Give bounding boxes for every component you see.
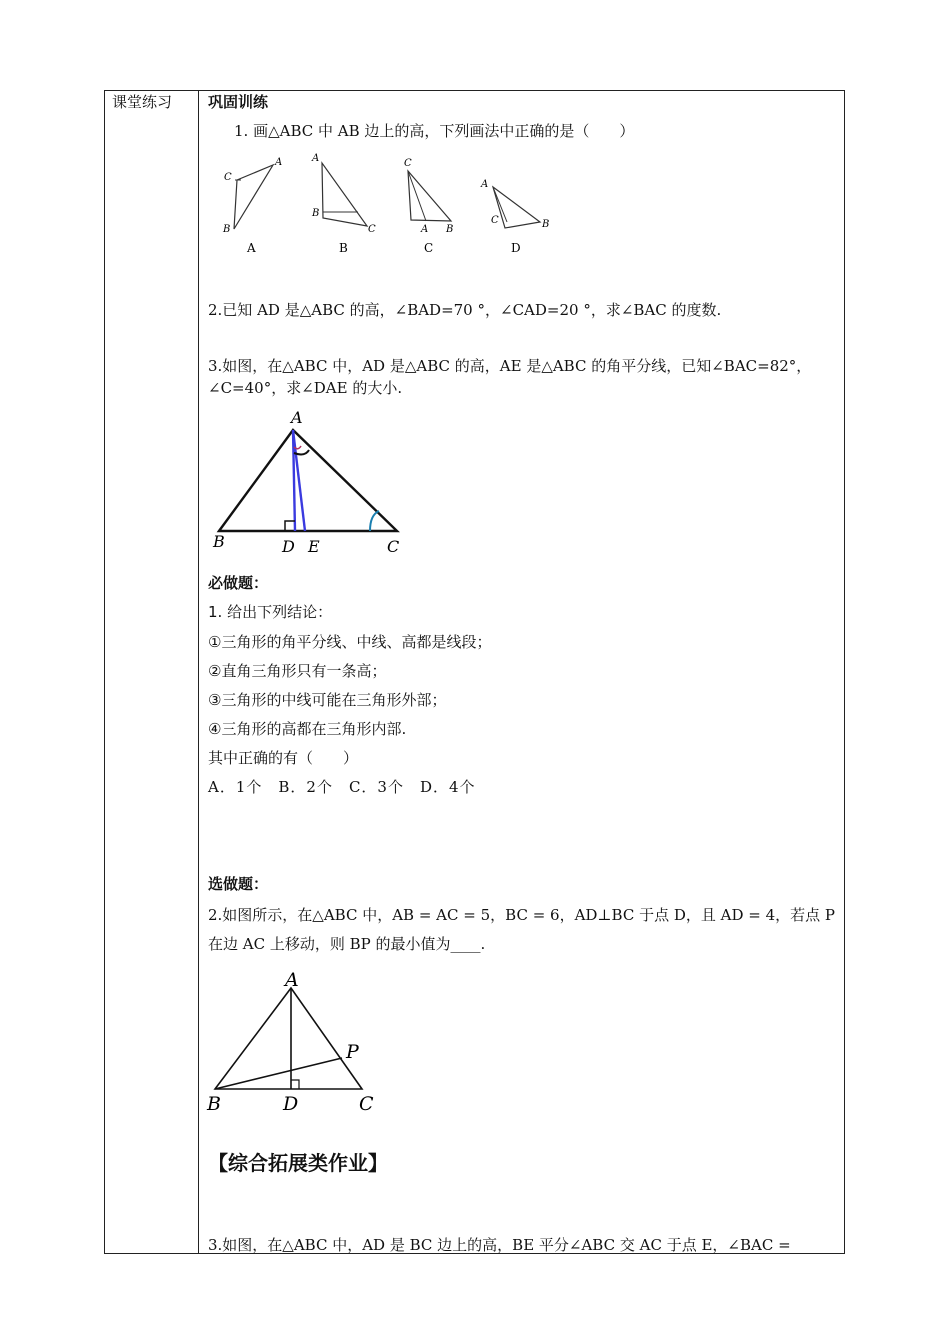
- required-q1-question: 其中正确的有（ ）: [208, 749, 359, 767]
- q1-option-c-label: C: [424, 241, 434, 255]
- q1b-vertex-a: A: [312, 153, 320, 164]
- optional-q2-triangle-figure: [205, 966, 385, 1116]
- q1-figure-b: [311, 153, 376, 235]
- opt-label-b: B: [207, 1093, 221, 1115]
- row-label: 课堂练习: [112, 93, 173, 111]
- q3-right-angle-mark: [285, 521, 295, 531]
- statement-1: ①三角形的角平分线、中线、高都是线段；: [208, 633, 492, 651]
- q1a-vertex-a: A: [275, 157, 283, 168]
- q3-triangle-figure: [205, 405, 415, 560]
- q3-label-b: B: [213, 532, 225, 551]
- column-divider: [198, 90, 199, 1254]
- extension-q3-line-1: 3.如图，在△ABC 中，AD 是 BC 边上的高，BE 平分∠ABC 交 AC 于点 E，∠BAC =: [208, 1236, 791, 1254]
- q1-figure-c: [404, 158, 453, 235]
- opt-label-p: P: [346, 1041, 359, 1063]
- statement-4: ④三角形的高都在三角形内部.: [208, 720, 407, 738]
- q1d-vertex-b: B: [542, 219, 550, 230]
- statement-3: ③三角形的中线可能在三角形外部；: [208, 691, 447, 709]
- required-q1-intro: 1. 给出下列结论：: [208, 603, 333, 621]
- section-consolidation-heading: 巩固训练: [208, 93, 269, 111]
- section-extension-heading: 【综合拓展类作业】: [208, 1151, 388, 1175]
- opt-label-d: D: [283, 1093, 299, 1115]
- q1c-vertex-a: A: [421, 224, 429, 235]
- q3-label-e: E: [308, 537, 320, 556]
- q1-text: 1. 画△ABC 中 AB 边上的高，下列画法中正确的是（ ）: [234, 122, 635, 140]
- opt-label-a: A: [285, 969, 299, 991]
- q3-label-a: A: [291, 408, 303, 427]
- section-required-heading: 必做题：: [208, 574, 269, 592]
- q3-line-2: ∠C=40°，求∠DAE 的大小.: [208, 379, 403, 397]
- q1d-vertex-a: A: [481, 179, 489, 190]
- q3-triangle-abc: [219, 430, 397, 531]
- q1-figure-d: [480, 179, 549, 230]
- q1-option-d-label: D: [511, 241, 521, 255]
- q1-option-b-label: B: [339, 241, 348, 255]
- q1b-vertex-b: B: [312, 208, 320, 219]
- section-optional-heading: 选做题：: [208, 875, 269, 893]
- optional-q2-line-2: 在边 AC 上移动，则 BP 的最小值为____.: [208, 935, 486, 953]
- q1d-vertex-c: C: [491, 215, 499, 226]
- optional-q2-line-1: 2.如图所示，在△ABC 中，AB = AC = 5，BC = 6，AD⊥BC 于点 D，且 AD = 4，若点 P: [208, 906, 836, 924]
- statement-2: ②直角三角形只有一条高；: [208, 662, 387, 680]
- q3-label-d: D: [282, 537, 295, 556]
- q1-figure-a: [222, 157, 282, 235]
- q1-option-a-label: A: [247, 241, 256, 255]
- q3-angle-c-mark: [370, 511, 379, 531]
- q2-text: 2.已知 AD 是△ABC 的高，∠BAD=70 °，∠CAD=20 °，求∠BAC 的度数.: [208, 301, 722, 319]
- required-q1-choices: A．1个 B．2个 C．3个 D．4个: [208, 778, 476, 796]
- q3-line-1: 3.如图，在△ABC 中，AD 是△ABC 的高，AE 是△ABC 的角平分线，已知∠BAC=82°，: [208, 357, 812, 375]
- q1a-vertex-c: C: [224, 172, 232, 183]
- opt-label-c: C: [359, 1093, 374, 1115]
- q1a-vertex-b: B: [223, 224, 231, 235]
- q1c-vertex-c: C: [404, 158, 412, 169]
- q3-label-c: C: [387, 537, 400, 556]
- q1b-vertex-c: C: [368, 224, 376, 235]
- q1-figures: [215, 150, 565, 260]
- opt-triangle-abc: [215, 988, 362, 1089]
- opt-right-angle-mark: [291, 1080, 299, 1089]
- q1c-vertex-b: B: [446, 224, 454, 235]
